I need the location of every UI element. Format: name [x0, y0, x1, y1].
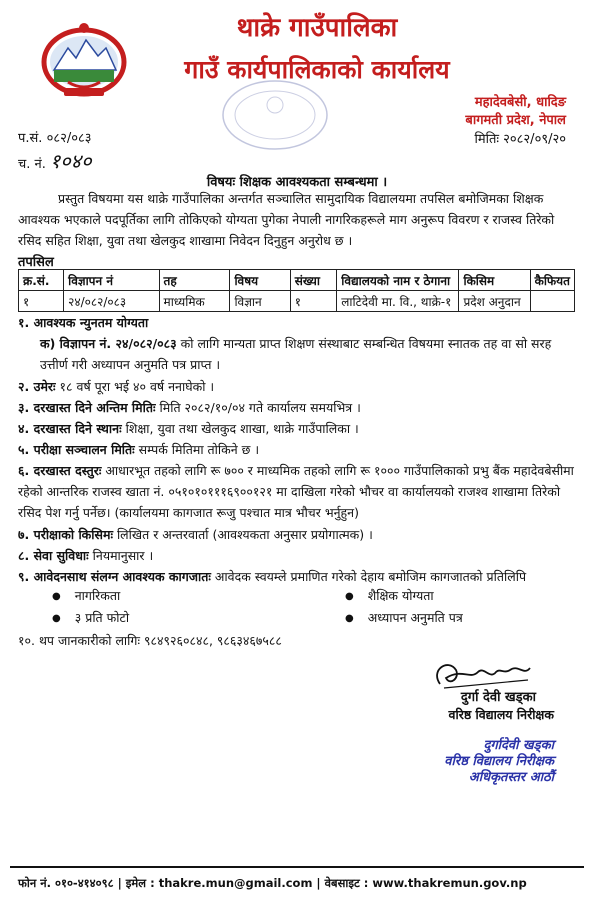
signer-name: दुर्गा देवी खड्का [460, 690, 536, 705]
table-cell: १ [19, 291, 64, 312]
bullet-item: ● नागरिकता [52, 587, 120, 604]
footer-divider [10, 866, 584, 868]
item-5-text: सम्पर्क मितिमा तोकिने छ । [134, 442, 260, 457]
stamp-level: अधिकृतस्तर आठौं [468, 770, 554, 785]
item-5-label: ५. परीक्षा सञ्चालन मितिः [18, 442, 135, 457]
table-cell: विज्ञान [230, 291, 290, 312]
office-seal-icon [215, 75, 335, 155]
table-cell: १ [290, 291, 337, 312]
item-1-title [18, 312, 578, 333]
item-4-label: ४. दरखास्त दिने स्थानः [18, 421, 122, 436]
address-line-2: बागमती प्रदेश, नेपाल [465, 113, 566, 128]
item-10: १०. थप जानकारीको लागिः ९८४९२६०८४८, ९८६३४६७५८८ [18, 633, 282, 648]
item-2-label: २. उमेरः [18, 379, 56, 394]
table-header-row [19, 270, 575, 291]
item-7-label: ७. परीक्षाको किसिमः [18, 527, 113, 542]
bullet-item: ● ३ प्रति फोटो [52, 609, 129, 626]
table-header: संख्या [290, 270, 337, 291]
item-6-label: ६. दरखास्त दस्तुरः [18, 463, 102, 478]
table-cell: २४/०८२/०८३ [64, 291, 159, 312]
table-cell: लाटिदेवी मा. वि., थाक्रे-१ [337, 291, 459, 312]
item-4-text: शिक्षा, युवा तथा खेलकुद शाखा, थाक्रे गाउँपालिका । [121, 421, 359, 436]
reference-number: प.सं. ०८२/०८३ [18, 131, 92, 146]
table-row [19, 291, 575, 312]
bullet-item: ● अध्यापन अनुमति पत्र [345, 609, 463, 626]
table-header: विद्यालयको नाम र ठेगाना [337, 270, 459, 291]
subject-line: विषयः शिक्षक आवश्यकता सम्बन्धमा । [206, 175, 388, 190]
table-header: विषय [230, 270, 290, 291]
item-1a-label: क) विज्ञापन नं. २४/०८२/०८३ [40, 336, 177, 351]
item-8 [18, 545, 578, 566]
table-header: किसिम [459, 270, 530, 291]
item-7 [18, 524, 578, 545]
letter-date: मितिः २०८२/०९/२० [474, 132, 566, 147]
item-9-text: आवेदक स्वयम्ले प्रमाणित गरेको देहाय बमोजिम कागजातको प्रतिलिपि [210, 569, 527, 584]
table-header: क्र.सं. [19, 270, 64, 291]
item-3-text: मिति २०८२/१०/०४ गते कार्यालय समयभित्र । [155, 400, 361, 415]
stamp-designation: वरिष्ठ विद्यालय निरीक्षक [444, 754, 554, 769]
table-header: तह [159, 270, 230, 291]
item-5 [18, 439, 578, 460]
item-1a-text: को लागि मान्यता प्राप्त शिक्षण संस्थाबाट सम्बन्धित विषयमा स्नातक तह वा सो सरह उत्तीर्ण गरी अध्यापन अनुमति पत्र प्राप्त । [40, 336, 552, 372]
tapsil-heading: तपसिल [18, 255, 54, 270]
table-cell [530, 291, 574, 312]
item-8-text: नियमानुसार । [88, 548, 154, 563]
footer-contact: फोन नं. ०१०-४१४०९८ | इमेल : thakre.mun@gmail.com | वेबसाइट : www.thakremun.gov.np [18, 876, 527, 890]
office-title: गाउँ कार्यपालिकाको कार्यालय [184, 55, 450, 84]
item-2 [18, 376, 578, 397]
body-paragraph: प्रस्तुत विषयमा यस थाक्रे गाउँपालिका अन्तर्गत सञ्चालित सामुदायिक विद्यालयमा तपसिल बमोजिमका शिक्षक आवश्यक भएकाले पदपूर्तिका लागि तोकिएको योग्यता पुगेका नेपाली नागरिकहरूले माग अनुरूप विवरण र राजस्व तिरेको रसिद सहित शिक्षा, युवा तथा खेलकुद शाखामा निवेदन दिनुहुन अनुरोध छ । [18, 191, 555, 248]
dispatch-number [18, 147, 91, 174]
item-4 [18, 418, 578, 439]
dispatch-label: च. नं. [18, 157, 46, 172]
table-cell: माध्यमिक [159, 291, 230, 312]
item-1-heading: १. आवश्यक न्युनतम योग्यता [18, 315, 149, 330]
item-2-text: १८ वर्ष पूरा भई ४० वर्ष ननाघेको । [55, 379, 215, 394]
dispatch-value: १०४० [49, 149, 92, 173]
table-header: विज्ञापन नं [64, 270, 159, 291]
signature-stamp [444, 738, 554, 786]
item-9-label: ९. आवेदनसाथ संलग्न आवश्यक कागजातः [18, 569, 211, 584]
address-line-1: महादेवबेसी, धादिङ [474, 95, 566, 110]
stamp-name: दुर्गादेवी खड्का [483, 738, 554, 753]
item-3-label: ३. दरखास्त दिने अन्तिम मितिः [18, 400, 156, 415]
item-3 [18, 397, 578, 418]
municipality-title: थाक्रे गाउँपालिका [236, 13, 398, 43]
item-9 [18, 566, 578, 587]
item-1a [18, 333, 580, 375]
table-header: कैफियत [530, 270, 574, 291]
item-8-label: ८. सेवा सुविधाः [18, 548, 89, 563]
bullet-item: ● शैक्षिक योग्यता [345, 587, 434, 604]
signer-designation: वरिष्ठ विद्यालय निरीक्षक [448, 707, 554, 722]
item-6 [18, 460, 578, 523]
item-7-text: लिखित र अन्तरवार्ता (आवश्यकता अनुसार प्रयोगात्मक) । [112, 527, 373, 542]
vacancy-table [18, 269, 575, 312]
table-cell: प्रदेश अनुदान [459, 291, 530, 312]
item-6-text: आधारभूत तहको लागि रू ७०० र माध्यमिक तहको लागि रू १००० गाउँपालिकाको प्रभु बैंक महादेवबेसीमा रहेको आन्तरिक राजस्व खाता नं. ०५१०१०१११६९००१२१ मा दाखिला गरेको भौचर वा कार्यालयको राजश्व शाखामा तिरेको रसिद पेश गर्नु पर्नेछ। (कार्यालयमा कागजात रूजु पश्चात मात्र भौचर भर्नुहुन) [18, 463, 574, 520]
